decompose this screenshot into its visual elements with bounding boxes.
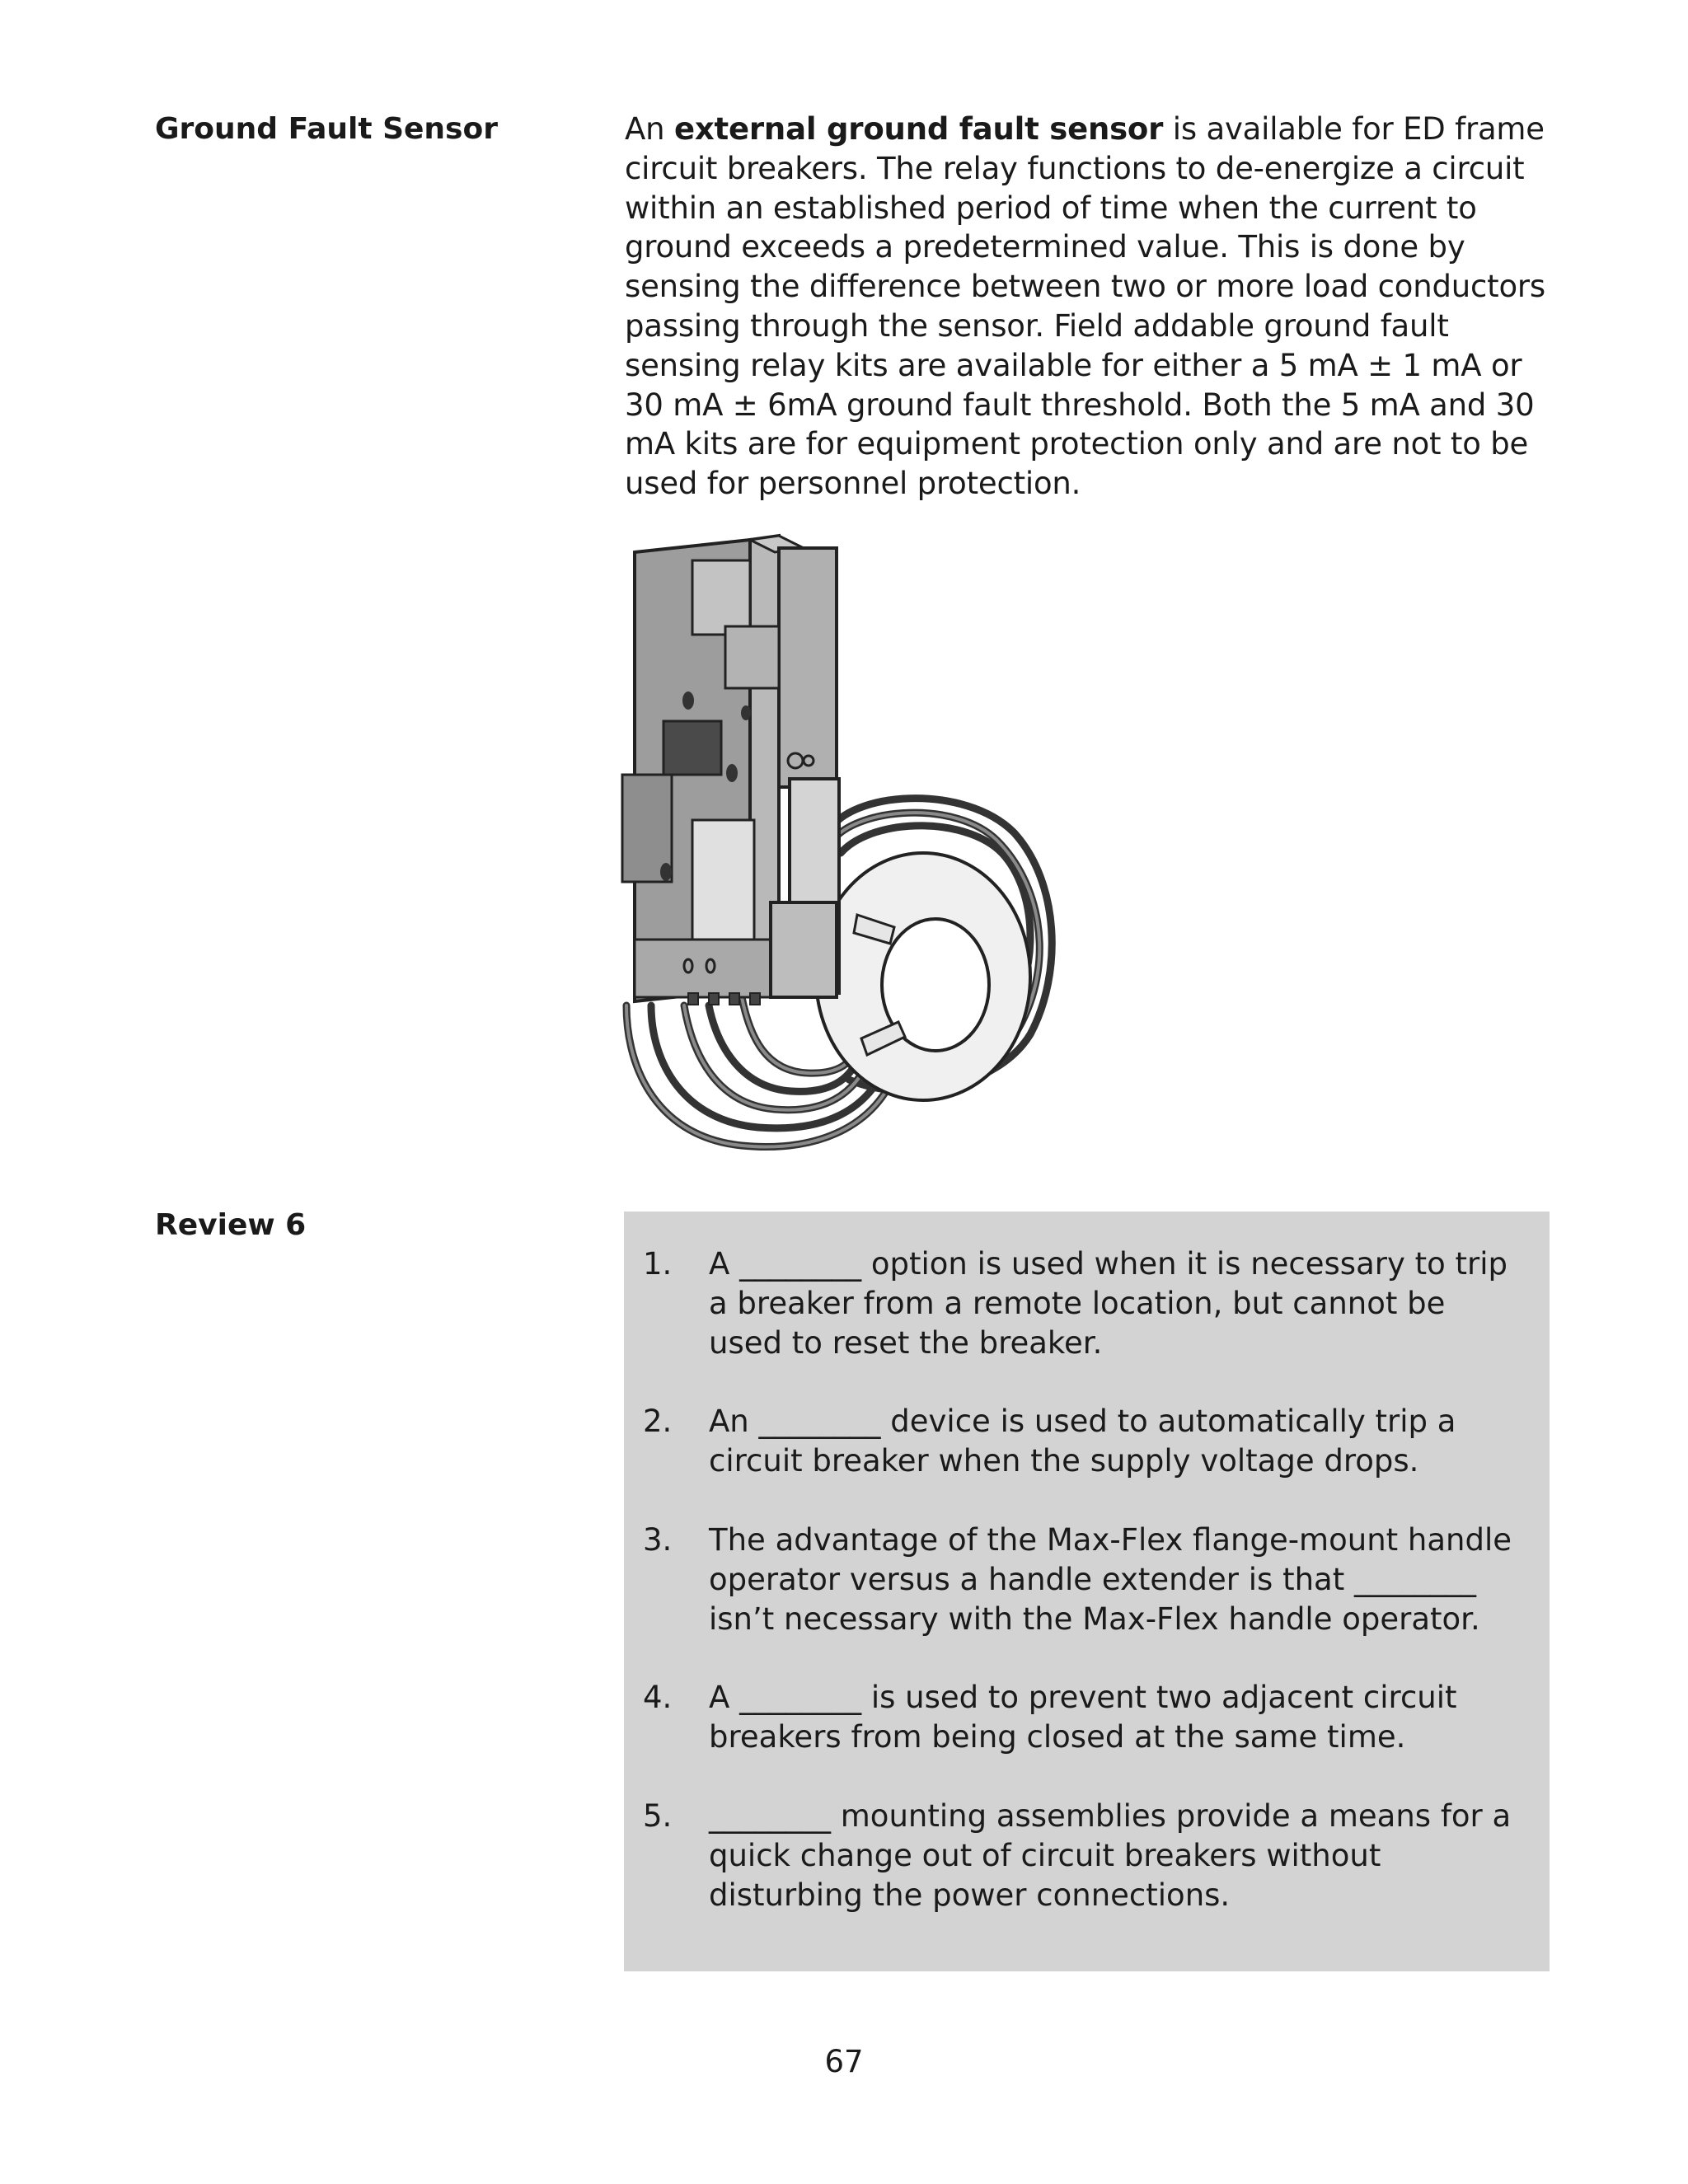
section-heading-review: Review 6 — [155, 1208, 307, 1242]
review-question-list — [624, 1244, 1550, 1954]
question-text: A ________ option is used when it is necessary to trip a breaker from a remote location, but cannot be used to reset the breaker. — [709, 1246, 1508, 1361]
review-question-5 — [624, 1797, 1550, 1915]
question-text: A ________ is used to prevent two adjacent circuit breakers from being closed at the same time. — [709, 1680, 1457, 1755]
ground-fault-paragraph — [625, 110, 1564, 504]
question-number: 1. — [643, 1246, 673, 1282]
question-text: ________ mounting assemblies provide a means for a quick change out of circuit breakers without disturbing the power connections. — [709, 1797, 1512, 1913]
review-question-1 — [624, 1244, 1550, 1362]
review-question-3 — [624, 1521, 1550, 1638]
section-heading-ground-fault-sensor: Ground Fault Sensor — [155, 112, 498, 146]
question-number: 2. — [643, 1404, 673, 1440]
question-number: 4. — [643, 1680, 673, 1716]
review-question-2 — [624, 1402, 1550, 1481]
ground-fault-sensor-illustration — [610, 527, 1088, 1170]
relay-module — [622, 536, 839, 1005]
question-number: 5. — [643, 1797, 673, 1834]
question-text: The advantage of the Max-Flex flange-mount handle operator versus a handle extender is that ________ isn’t necessary with the Max-Flex handle operator. — [709, 1521, 1512, 1637]
review-question-4 — [624, 1678, 1550, 1757]
paragraph-intro: An — [625, 111, 674, 147]
page-number: 67 — [824, 2044, 864, 2079]
paragraph-bold-term: external ground fault sensor — [673, 111, 1164, 147]
paragraph-body: is available for ED frame circuit breakers. The relay functions to de-energize a circuit within an established period of time when the current to ground exceeds a predetermined value. This is done by sensing the difference between two or more load conductors passing through the sensor. Field addable ground fault sensing relay kits are available for either a 5 mA ± 1 mA or 30 mA ± 6mA ground fault threshold. Both the 5 mA and 30 mA kits are for equipment protection only and are not to be used for personnel protection. — [625, 111, 1546, 502]
toroid-sensor — [816, 853, 1030, 1100]
review-box — [624, 1212, 1550, 1971]
question-text: An ________ device is used to automatically trip a circuit breaker when the supply voltage drops. — [709, 1404, 1456, 1479]
question-number: 3. — [643, 1521, 673, 1558]
